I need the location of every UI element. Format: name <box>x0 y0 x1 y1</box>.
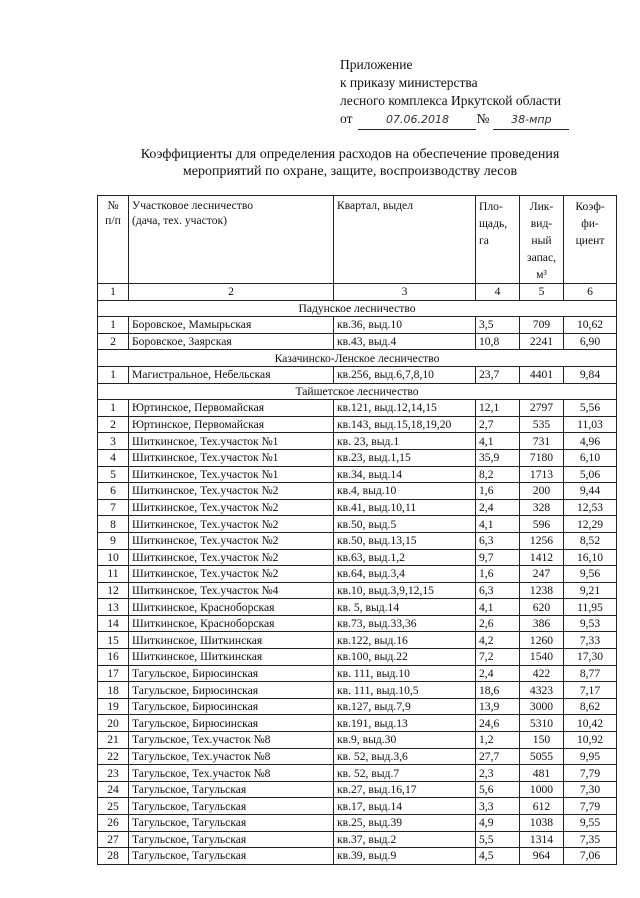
cell-coefficient: 5,56 <box>564 400 617 417</box>
cell-stock: 150 <box>520 732 564 749</box>
header-text-line: Участковое лесничество <box>132 199 254 212</box>
cell-quarter: кв.36, выд.10 <box>334 317 476 334</box>
document-header <box>340 56 569 130</box>
header-text-line: га <box>479 234 489 247</box>
cell-stock: 1238 <box>520 582 564 599</box>
cell-coefficient: 10,92 <box>564 732 617 749</box>
cell-coefficient: 10,62 <box>564 317 617 334</box>
cell-quarter: кв. 52, выд.3,6 <box>334 748 476 765</box>
cell-number: 23 <box>98 765 129 782</box>
cell-forestry: Шиткинское, Красноборская <box>129 599 334 616</box>
cell-forestry: Шиткинское, Тех.участок №2 <box>129 516 334 533</box>
cell-number: 24 <box>98 781 129 798</box>
header-text-line: вид- <box>530 217 553 230</box>
header-text-line: запас, <box>527 251 556 264</box>
table-row <box>98 333 617 350</box>
cell-number: 28 <box>98 848 129 865</box>
cell-number: 26 <box>98 815 129 832</box>
cell-number: 18 <box>98 682 129 699</box>
cell-area: 23,7 <box>476 366 520 383</box>
cell-stock: 1000 <box>520 781 564 798</box>
cell-forestry: Тагульское, Бирюсинская <box>129 715 334 732</box>
cell-quarter: кв.9, выд.30 <box>334 732 476 749</box>
cell-number: 16 <box>98 649 129 666</box>
cell-number: 22 <box>98 748 129 765</box>
cell-forestry: Шиткинское, Тех.участок №2 <box>129 549 334 566</box>
cell-number: 11 <box>98 566 129 583</box>
cell-forestry: Шиткинское, Тех.участок №2 <box>129 532 334 549</box>
header-date-line <box>340 110 569 130</box>
column-number-cell: 5 <box>520 284 564 301</box>
cell-forestry: Тагульское, Тех.участок №8 <box>129 765 334 782</box>
header-text-line: Квартал, выдел <box>337 199 413 212</box>
header-text-line: Коэф- <box>575 200 605 213</box>
cell-forestry: Боровское, Заярская <box>129 333 334 350</box>
cell-area: 4,2 <box>476 632 520 649</box>
cell-area: 3,3 <box>476 798 520 815</box>
cell-number: 1 <box>98 366 129 383</box>
column-number-cell: 6 <box>564 284 617 301</box>
cell-coefficient: 9,55 <box>564 815 617 832</box>
cell-area: 2,3 <box>476 765 520 782</box>
table-row <box>98 449 617 466</box>
cell-quarter: кв.122, выд.16 <box>334 632 476 649</box>
table-row <box>98 466 617 483</box>
cell-number: 7 <box>98 499 129 516</box>
cell-number: 12 <box>98 582 129 599</box>
cell-forestry: Тагульское, Тагульская <box>129 781 334 798</box>
cell-area: 24,6 <box>476 715 520 732</box>
cell-area: 27,7 <box>476 748 520 765</box>
cell-stock: 964 <box>520 848 564 865</box>
header-cell-coefficient <box>564 196 617 284</box>
table-row <box>98 831 617 848</box>
cell-stock: 328 <box>520 499 564 516</box>
cell-area: 2,6 <box>476 615 520 632</box>
cell-number: 2 <box>98 333 129 350</box>
cell-area: 12,1 <box>476 400 520 417</box>
cell-area: 2,7 <box>476 416 520 433</box>
table-body <box>98 284 617 865</box>
cell-forestry: Шиткинское, Шиткинская <box>129 649 334 666</box>
header-line-appendix: Приложение <box>340 57 413 72</box>
header-text-line: фи- <box>581 217 599 230</box>
table-row <box>98 615 617 632</box>
cell-quarter: кв.143, выд.15,18,19,20 <box>334 416 476 433</box>
cell-stock: 422 <box>520 665 564 682</box>
cell-stock: 1412 <box>520 549 564 566</box>
section-name: Тайшетское лесничество <box>98 383 617 400</box>
cell-quarter: кв.39, выд.9 <box>334 848 476 865</box>
table-row <box>98 566 617 583</box>
cell-coefficient: 9,44 <box>564 483 617 500</box>
cell-forestry: Шиткинское, Тех.участок №2 <box>129 499 334 516</box>
cell-quarter: кв.23, выд.1,15 <box>334 449 476 466</box>
header-cell-quarter <box>334 196 476 284</box>
table-row <box>98 765 617 782</box>
cell-quarter: кв.50, выд.5 <box>334 516 476 533</box>
cell-area: 4,5 <box>476 848 520 865</box>
cell-area: 4,1 <box>476 433 520 450</box>
cell-number: 6 <box>98 483 129 500</box>
cell-coefficient: 5,06 <box>564 466 617 483</box>
cell-number: 4 <box>98 449 129 466</box>
cell-forestry: Шиткинское, Тех.участок №4 <box>129 582 334 599</box>
cell-forestry: Магистральное, Небельская <box>129 366 334 383</box>
cell-stock: 1713 <box>520 466 564 483</box>
cell-area: 18,6 <box>476 682 520 699</box>
cell-forestry: Шиткинское, Тех.участок №1 <box>129 433 334 450</box>
cell-area: 1,6 <box>476 483 520 500</box>
order-date: 07.06.2018 <box>358 111 476 130</box>
cell-forestry: Боровское, Мамырьская <box>129 317 334 334</box>
cell-area: 1,2 <box>476 732 520 749</box>
cell-area: 4,1 <box>476 599 520 616</box>
cell-coefficient: 9,53 <box>564 615 617 632</box>
table-row <box>98 582 617 599</box>
cell-forestry: Шиткинское, Красноборская <box>129 615 334 632</box>
number-label: № <box>476 111 490 126</box>
cell-coefficient: 8,77 <box>564 665 617 682</box>
header-cell-area <box>476 196 520 284</box>
section-header-row <box>98 383 617 400</box>
cell-forestry: Шиткинское, Шиткинская <box>129 632 334 649</box>
table-row <box>98 632 617 649</box>
section-header-row <box>98 350 617 367</box>
cell-quarter: кв. 111, выд.10,5 <box>334 682 476 699</box>
order-number: 38-мпр <box>493 111 569 130</box>
column-numbering-row <box>98 284 617 301</box>
cell-quarter: кв.100, выд.22 <box>334 649 476 666</box>
cell-quarter: кв. 5, выд.14 <box>334 599 476 616</box>
cell-area: 8,2 <box>476 466 520 483</box>
cell-stock: 709 <box>520 317 564 334</box>
cell-forestry: Тагульское, Тагульская <box>129 848 334 865</box>
cell-quarter: кв. 52, выд.7 <box>334 765 476 782</box>
section-name: Падунское лесничество <box>98 300 617 317</box>
cell-stock: 535 <box>520 416 564 433</box>
cell-area: 5,5 <box>476 831 520 848</box>
table-row <box>98 416 617 433</box>
cell-number: 1 <box>98 317 129 334</box>
header-text-line: (дача, тех. участок) <box>132 214 227 227</box>
column-number-cell: 4 <box>476 284 520 301</box>
cell-stock: 1314 <box>520 831 564 848</box>
cell-forestry: Тагульское, Тех.участок №8 <box>129 732 334 749</box>
table-row <box>98 532 617 549</box>
table-row <box>98 649 617 666</box>
cell-number: 9 <box>98 532 129 549</box>
cell-area: 3,5 <box>476 317 520 334</box>
cell-coefficient: 9,21 <box>564 582 617 599</box>
header-cell-number <box>98 196 129 284</box>
table-row <box>98 848 617 865</box>
section-name: Казачинско-Ленское лесничество <box>98 350 617 367</box>
cell-forestry: Юртинское, Первомайская <box>129 416 334 433</box>
cell-forestry: Шиткинское, Тех.участок №2 <box>129 566 334 583</box>
header-row <box>98 196 617 284</box>
coefficients-table <box>97 195 617 865</box>
cell-quarter: кв.121, выд.12,14,15 <box>334 400 476 417</box>
cell-quarter: кв.17, выд.14 <box>334 798 476 815</box>
cell-coefficient: 10,42 <box>564 715 617 732</box>
header-cell-forestry <box>129 196 334 284</box>
title-line-1: Коэффициенты для определения расходов на обеспечение проведения <box>140 147 560 162</box>
cell-stock: 7180 <box>520 449 564 466</box>
cell-stock: 620 <box>520 599 564 616</box>
cell-forestry: Тагульское, Тагульская <box>129 798 334 815</box>
cell-area: 1,6 <box>476 566 520 583</box>
cell-coefficient: 7,79 <box>564 765 617 782</box>
cell-coefficient: 11,95 <box>564 599 617 616</box>
cell-quarter: кв.256, выд.6,7,8,10 <box>334 366 476 383</box>
table-row <box>98 798 617 815</box>
cell-coefficient: 7,79 <box>564 798 617 815</box>
cell-area: 7,2 <box>476 649 520 666</box>
cell-area: 35,9 <box>476 449 520 466</box>
cell-area: 6,3 <box>476 582 520 599</box>
table-row <box>98 516 617 533</box>
cell-quarter: кв.73, выд.33,36 <box>334 615 476 632</box>
cell-stock: 200 <box>520 483 564 500</box>
cell-forestry: Шиткинское, Тех.участок №1 <box>129 466 334 483</box>
cell-number: 27 <box>98 831 129 848</box>
table-row <box>98 715 617 732</box>
table-row <box>98 732 617 749</box>
header-line-order: к приказу министерства <box>340 75 478 90</box>
cell-stock: 1256 <box>520 532 564 549</box>
table-row <box>98 815 617 832</box>
cell-coefficient: 17,30 <box>564 649 617 666</box>
title-line-2: мероприятий по охране, защите, воспроизводству лесов <box>182 164 518 179</box>
table-row <box>98 599 617 616</box>
from-label: от <box>340 111 353 126</box>
cell-stock: 247 <box>520 566 564 583</box>
cell-area: 13,9 <box>476 698 520 715</box>
header-text-line: п/п <box>105 214 121 227</box>
cell-stock: 5310 <box>520 715 564 732</box>
header-text-line: м³ <box>536 268 547 281</box>
cell-number: 21 <box>98 732 129 749</box>
cell-coefficient: 4,96 <box>564 433 617 450</box>
cell-number: 25 <box>98 798 129 815</box>
cell-number: 14 <box>98 615 129 632</box>
cell-forestry: Юртинское, Первомайская <box>129 400 334 417</box>
cell-stock: 731 <box>520 433 564 450</box>
cell-stock: 386 <box>520 615 564 632</box>
cell-forestry: Тагульское, Бирюсинская <box>129 698 334 715</box>
cell-stock: 481 <box>520 765 564 782</box>
table-row <box>98 366 617 383</box>
cell-quarter: кв.27, выд.16,17 <box>334 781 476 798</box>
cell-area: 2,4 <box>476 665 520 682</box>
cell-area: 6,3 <box>476 532 520 549</box>
table-row <box>98 317 617 334</box>
cell-stock: 2797 <box>520 400 564 417</box>
cell-number: 1 <box>98 400 129 417</box>
column-number-cell: 2 <box>129 284 334 301</box>
cell-area: 5,6 <box>476 781 520 798</box>
column-number-cell: 3 <box>334 284 476 301</box>
table-row <box>98 781 617 798</box>
cell-stock: 5055 <box>520 748 564 765</box>
cell-area: 10,8 <box>476 333 520 350</box>
cell-quarter: кв.43, выд.4 <box>334 333 476 350</box>
section-header-row <box>98 300 617 317</box>
header-text-line: Лик- <box>529 200 554 213</box>
cell-quarter: кв.191, выд.13 <box>334 715 476 732</box>
cell-number: 17 <box>98 665 129 682</box>
cell-quarter: кв.4, выд.10 <box>334 483 476 500</box>
table-row <box>98 549 617 566</box>
cell-coefficient: 12,29 <box>564 516 617 533</box>
table-row <box>98 665 617 682</box>
cell-forestry: Шиткинское, Тех.участок №1 <box>129 449 334 466</box>
table-row <box>98 748 617 765</box>
cell-forestry: Тагульское, Тех.участок №8 <box>129 748 334 765</box>
cell-coefficient: 9,84 <box>564 366 617 383</box>
cell-quarter: кв.50, выд.13,15 <box>334 532 476 549</box>
header-line-ministry: лесного комплекса Иркутской области <box>340 93 561 108</box>
cell-number: 3 <box>98 433 129 450</box>
document-title <box>80 146 620 180</box>
cell-area: 4,1 <box>476 516 520 533</box>
cell-quarter: кв. 111, выд.10 <box>334 665 476 682</box>
column-number-cell: 1 <box>98 284 129 301</box>
cell-forestry: Тагульское, Бирюсинская <box>129 682 334 699</box>
cell-stock: 4323 <box>520 682 564 699</box>
cell-quarter: кв.10, выд.3,9,12,15 <box>334 582 476 599</box>
cell-forestry: Шиткинское, Тех.участок №2 <box>129 483 334 500</box>
cell-number: 10 <box>98 549 129 566</box>
table-row <box>98 400 617 417</box>
header-text-line: Пло- <box>479 200 503 213</box>
cell-coefficient: 9,95 <box>564 748 617 765</box>
cell-stock: 2241 <box>520 333 564 350</box>
cell-coefficient: 7,30 <box>564 781 617 798</box>
cell-area: 4,9 <box>476 815 520 832</box>
cell-coefficient: 11,03 <box>564 416 617 433</box>
cell-number: 19 <box>98 698 129 715</box>
header-text-line: № <box>107 199 119 212</box>
header-text-line: щадь, <box>479 217 508 230</box>
cell-number: 8 <box>98 516 129 533</box>
cell-quarter: кв.63, выд.1,2 <box>334 549 476 566</box>
cell-stock: 612 <box>520 798 564 815</box>
header-text-line: циент <box>575 234 605 247</box>
cell-coefficient: 7,06 <box>564 848 617 865</box>
cell-stock: 4401 <box>520 366 564 383</box>
header-text-line: ный <box>531 234 552 247</box>
cell-coefficient: 7,17 <box>564 682 617 699</box>
cell-stock: 596 <box>520 516 564 533</box>
table-row <box>98 499 617 516</box>
cell-stock: 1260 <box>520 632 564 649</box>
cell-number: 20 <box>98 715 129 732</box>
cell-coefficient: 7,35 <box>564 831 617 848</box>
cell-number: 5 <box>98 466 129 483</box>
cell-quarter: кв.127, выд.7,9 <box>334 698 476 715</box>
cell-forestry: Тагульское, Тагульская <box>129 815 334 832</box>
cell-area: 2,4 <box>476 499 520 516</box>
cell-coefficient: 6,90 <box>564 333 617 350</box>
cell-area: 9,7 <box>476 549 520 566</box>
cell-forestry: Тагульское, Тагульская <box>129 831 334 848</box>
cell-coefficient: 8,62 <box>564 698 617 715</box>
cell-quarter: кв. 23, выд.1 <box>334 433 476 450</box>
cell-stock: 1540 <box>520 649 564 666</box>
cell-quarter: кв.34, выд.14 <box>334 466 476 483</box>
table-row <box>98 483 617 500</box>
cell-quarter: кв.25, выд.39 <box>334 815 476 832</box>
cell-coefficient: 12,53 <box>564 499 617 516</box>
table-row <box>98 682 617 699</box>
header-cell-stock <box>520 196 564 284</box>
cell-number: 15 <box>98 632 129 649</box>
cell-coefficient: 9,56 <box>564 566 617 583</box>
cell-stock: 3000 <box>520 698 564 715</box>
cell-coefficient: 16,10 <box>564 549 617 566</box>
cell-forestry: Тагульское, Бирюсинская <box>129 665 334 682</box>
table-row <box>98 698 617 715</box>
cell-stock: 1038 <box>520 815 564 832</box>
cell-coefficient: 7,33 <box>564 632 617 649</box>
table-row <box>98 433 617 450</box>
cell-number: 2 <box>98 416 129 433</box>
cell-quarter: кв.64, выд.3,4 <box>334 566 476 583</box>
cell-coefficient: 6,10 <box>564 449 617 466</box>
cell-quarter: кв.37, выд.2 <box>334 831 476 848</box>
cell-number: 13 <box>98 599 129 616</box>
cell-quarter: кв.41, выд.10,11 <box>334 499 476 516</box>
cell-coefficient: 8,52 <box>564 532 617 549</box>
